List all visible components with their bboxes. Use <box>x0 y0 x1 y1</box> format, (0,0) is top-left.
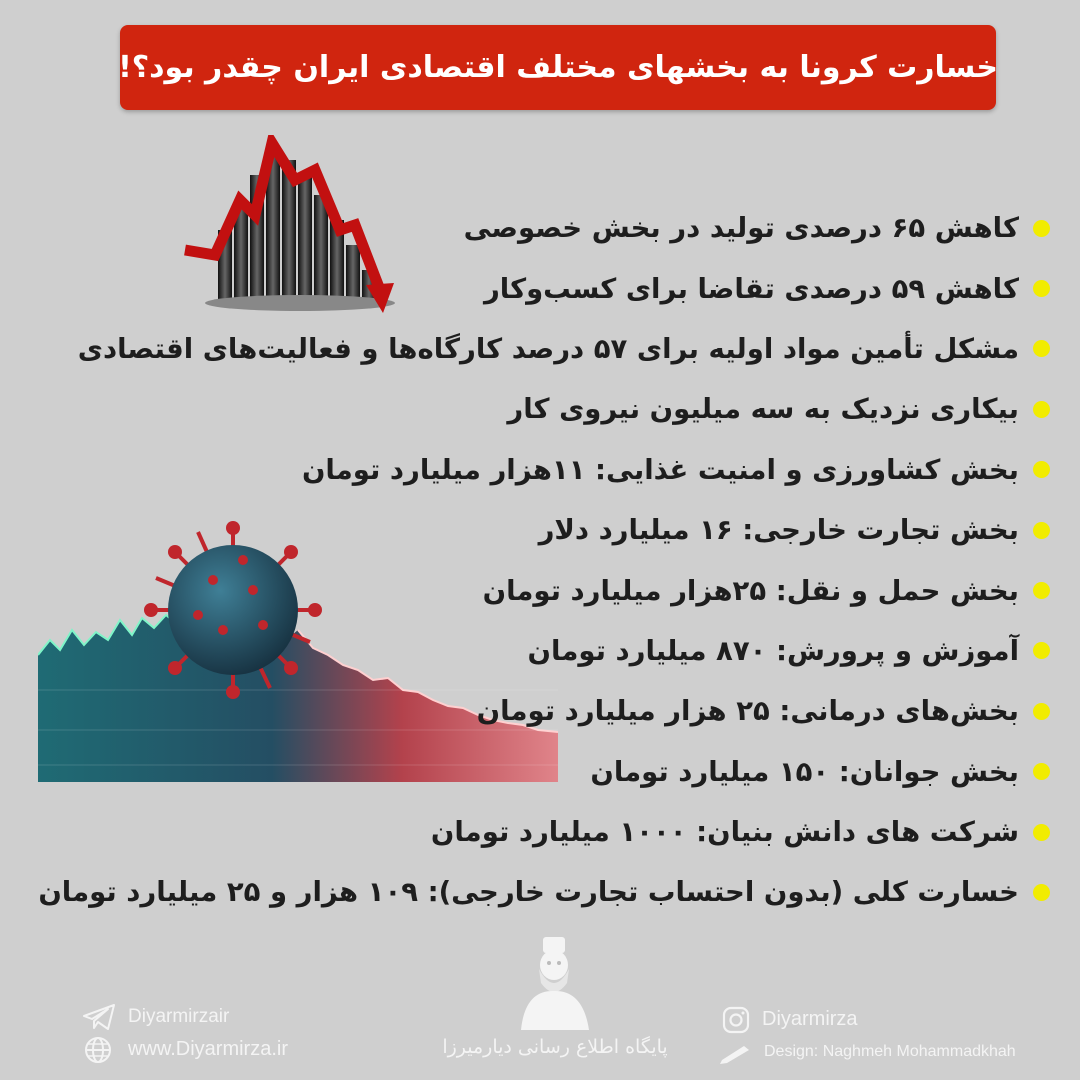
list-item <box>20 500 1050 560</box>
list-item-text: بخش‌های درمانی: ۲۵ هزار میلیارد تومان <box>476 695 1019 728</box>
bullet-icon <box>1033 884 1050 901</box>
list-item <box>20 319 1050 379</box>
bullet-icon <box>1033 401 1050 418</box>
design-credit: Design: Naghmeh Mohammadkhah <box>764 1043 1016 1060</box>
list-item-text: کاهش ۵۹ درصدی تقاضا برای کسب‌وکار <box>483 272 1019 305</box>
list-item-text: بخش کشاورزی و امنیت غذایی: ۱۱هزار میلیارد تومان <box>301 453 1019 486</box>
instagram-icon <box>722 1006 750 1034</box>
bullet-icon <box>1033 220 1050 237</box>
bullet-icon <box>1033 642 1050 659</box>
list-item <box>20 440 1050 500</box>
list-item-text: مشکل تأمین مواد اولیه برای ۵۷ درصد کارگاه‌ها و فعالیت‌های اقتصادی <box>77 332 1019 365</box>
telegram-icon <box>82 1003 116 1031</box>
instagram-link[interactable]: Diyarmirza <box>762 1008 858 1030</box>
website-link[interactable]: www.Diyarmirza.ir <box>128 1038 288 1060</box>
list-item-text: شرکت های دانش بنیان: ۱۰۰۰ میلیارد تومان <box>430 816 1019 849</box>
list-item-text: کاهش ۶۵ درصدی تولید در بخش خصوصی <box>463 212 1019 245</box>
list-item-text: بخش حمل و نقل: ۲۵هزار میلیارد تومان <box>482 574 1019 607</box>
list-item <box>20 802 1050 862</box>
list-item <box>20 742 1050 802</box>
pen-icon <box>718 1042 754 1064</box>
list-item <box>20 862 1050 922</box>
globe-icon <box>84 1036 112 1064</box>
list-item-text: بخش تجارت خارجی: ۱۶ میلیارد دلار <box>538 514 1019 547</box>
list-item <box>20 198 1050 258</box>
list-item <box>20 379 1050 439</box>
bullet-icon <box>1033 461 1050 478</box>
bullet-icon <box>1033 582 1050 599</box>
bullet-icon <box>1033 280 1050 297</box>
loss-list <box>20 198 1050 923</box>
list-item <box>20 258 1050 318</box>
bullet-icon <box>1033 763 1050 780</box>
list-item-text: آموزش و پرورش: ۸۷۰ میلیارد تومان <box>527 634 1019 667</box>
telegram-link[interactable]: Diyarmirzair <box>128 1006 230 1027</box>
list-item-text: خسارت کلی (بدون احتساب تجارت خارجی): ۱۰۹ هزار و ۲۵ میلیارد تومان <box>38 876 1019 909</box>
list-item <box>20 681 1050 741</box>
list-item <box>20 560 1050 620</box>
title-banner <box>120 25 996 110</box>
bullet-icon <box>1033 703 1050 720</box>
list-item-text: بخش جوانان: ۱۵۰ میلیارد تومان <box>590 755 1019 788</box>
agency-name: پایگاه اطلاع رسانی دیارمیرزا <box>442 1036 668 1058</box>
bullet-icon <box>1033 522 1050 539</box>
bullet-icon <box>1033 824 1050 841</box>
page-title: خسارت کرونا به بخشهای مختلف اقتصادی ایران چقدر بود؟! <box>118 50 998 85</box>
mirza-portrait-logo <box>515 935 595 1030</box>
bullet-icon <box>1033 340 1050 357</box>
list-item-text: بیکاری نزدیک به سه میلیون نیروی کار <box>507 393 1019 426</box>
list-item <box>20 621 1050 681</box>
